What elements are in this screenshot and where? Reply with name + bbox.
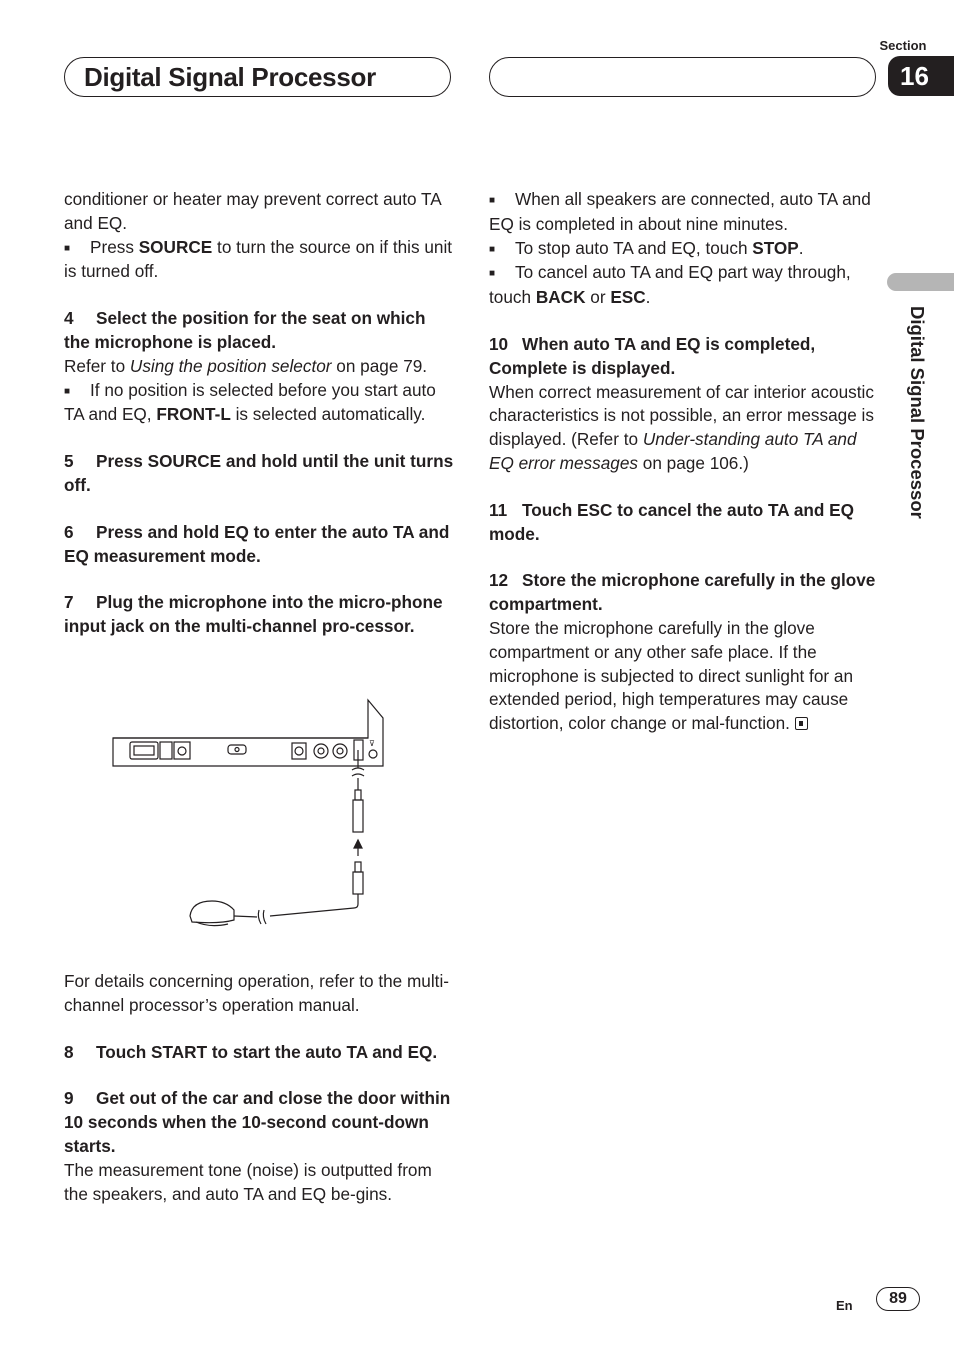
section-label: Section bbox=[879, 38, 927, 53]
step-4-heading: 4 Select the position for the seat on which the microphone is placed. bbox=[64, 308, 426, 352]
step-6-heading: 6 Press and hold EQ to enter the auto TA and EQ measurement mode. bbox=[64, 521, 450, 566]
page-title: Digital Signal Processor bbox=[84, 62, 376, 92]
bullet-icon: ■ bbox=[64, 385, 71, 397]
arrow-up-icon bbox=[354, 840, 362, 856]
bullet-icon: ■ bbox=[64, 242, 71, 254]
microphone-icon bbox=[190, 862, 363, 926]
microphone-connection-diagram bbox=[110, 698, 390, 934]
step-7-heading: 7 Plug the microphone into the micro-phone input jack on the multi-channel pro-cessor. bbox=[64, 592, 443, 637]
cancel-bullet: ■ To cancel auto TA and EQ part way through, touch BACK or ESC. bbox=[489, 262, 851, 308]
multi-channel-processor-unit bbox=[113, 700, 383, 766]
operation-manual-note: For details concerning operation, refer to the multi-channel processor’s operation manual. bbox=[64, 971, 449, 1015]
side-tab-label: Digital Signal Processor bbox=[907, 306, 928, 519]
intro-bullet: ■ Press SOURCE to turn the source on if this unit is turned off. bbox=[64, 236, 453, 282]
step-9-heading: 9 Get out of the car and close the door within 10 seconds when the 10-second count-down starts. bbox=[64, 1088, 451, 1156]
right-column bbox=[489, 188, 881, 736]
end-of-section-square-icon bbox=[795, 717, 808, 730]
completion-time-bullet: ■ When all speakers are connected, auto TA and EQ is completed in about nine minutes. bbox=[489, 189, 871, 234]
left-column bbox=[64, 188, 456, 639]
section-number-tab: 16 bbox=[888, 56, 954, 96]
header-blank-frame bbox=[489, 57, 876, 97]
intro-text: conditioner or heater may prevent correct auto TA and EQ. bbox=[64, 189, 441, 233]
language-label: En bbox=[836, 1298, 853, 1313]
left-column-lower bbox=[64, 970, 456, 1206]
step-4-bullet: ■ If no position is selected before you start auto TA and EQ, FRONT-L is selected automatically. bbox=[64, 379, 436, 425]
svg-text:⊽: ⊽ bbox=[369, 739, 375, 748]
side-tab-marker bbox=[887, 273, 954, 291]
step-12-body: Store the microphone carefully in the glove compartment or any other safe place. If the microphone is subjected to direct sunlight for an extended period, high temperatures may cause distortion, color change or mal-function. bbox=[489, 617, 854, 734]
bullet-icon: ■ bbox=[489, 195, 496, 206]
step-12-heading: 12 Store the microphone carefully in the glove compartment. bbox=[489, 570, 876, 615]
bullet-icon: ■ bbox=[489, 268, 496, 280]
step-8-heading: 8 Touch START to start the auto TA and EQ. bbox=[64, 1041, 438, 1062]
step-5-heading: 5 Press SOURCE and hold until the unit turns off. bbox=[64, 451, 454, 495]
step-10-body: When correct measurement of car interior acoustic characteristics is not possible, an error message is displayed. (Refer to Under-standing auto TA and EQ error messages on page 106.) bbox=[489, 381, 874, 473]
page-number: 89 bbox=[876, 1287, 920, 1311]
microphone-cable-plug bbox=[352, 750, 364, 832]
step-10-heading: 10 When auto TA and EQ is completed, Complete is displayed. bbox=[489, 333, 816, 378]
bullet-icon: ■ bbox=[489, 243, 496, 255]
step-9-body: The measurement tone (noise) is outputted from the speakers, and auto TA and EQ be-gins. bbox=[64, 1159, 432, 1204]
step-11-heading: 11 Touch ESC to cancel the auto TA and EQ mode. bbox=[489, 499, 854, 544]
step-4-reference: Refer to Using the position selector on page 79. bbox=[64, 355, 428, 376]
stop-bullet: ■ To stop auto TA and EQ, touch STOP. bbox=[489, 237, 881, 262]
